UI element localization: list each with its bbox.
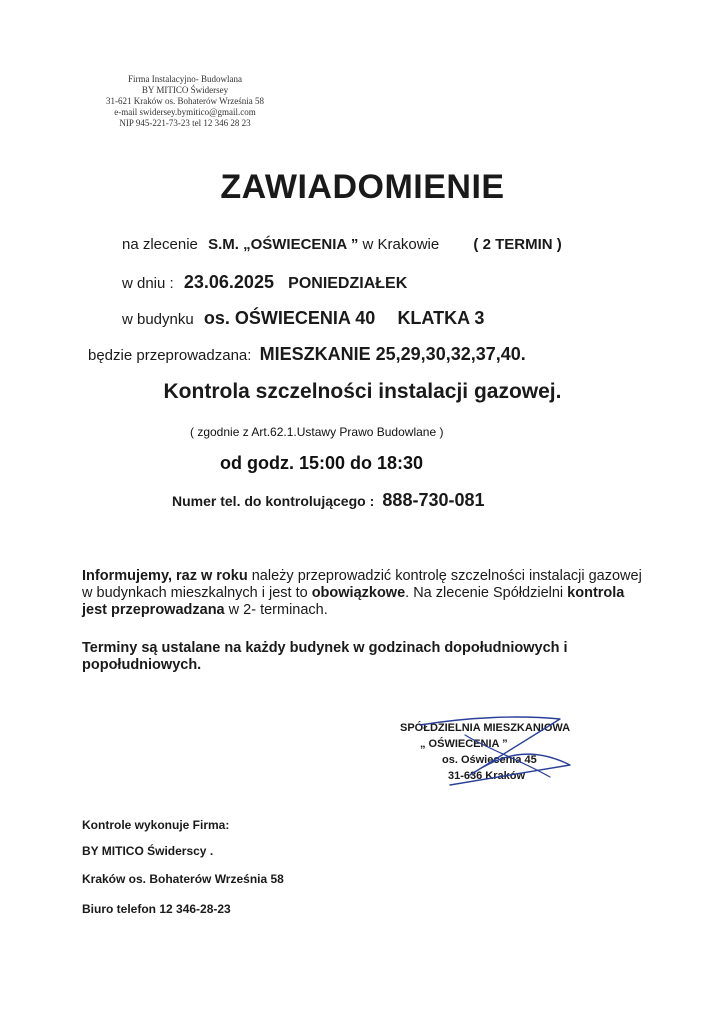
footer-line: Kraków os. Bohaterów Września 58 (82, 872, 284, 886)
apartments-label: będzie przeprowadzana: (88, 347, 252, 364)
info-text: . (323, 602, 328, 618)
building-address: os. OŚWIECENIA 40 (203, 308, 376, 328)
info-emphasis: obowiązkowe (311, 585, 406, 601)
date-day: PONIEDZIAŁEK (288, 275, 408, 292)
phone-line (172, 490, 485, 511)
building-staircase: KLATKA 3 (397, 308, 485, 328)
schedule-paragraph: Terminy są ustalane na każdy budynek w godzinach dopołudniowych i popołudniowych. (82, 640, 568, 673)
order-line (122, 236, 562, 253)
company-header-line: 31-621 Kraków os. Bohaterów Września 58 (106, 96, 264, 106)
order-label: na zlecenie (122, 236, 198, 253)
phone-number: 888-730-081 (382, 490, 485, 510)
phone-label: Numer tel. do kontrolującego : (172, 493, 375, 509)
apartments-value: MIESZKANIE 25,29,30,32,37,40. (259, 344, 526, 364)
building-line (122, 308, 484, 329)
order-city: w Krakowie (362, 236, 440, 253)
info-text: należy przeprowadzić kontrolę szczelności instalacji gazowej w budynkach mieszkalnych i jest to (82, 568, 642, 601)
footer-line: Kontrole wykonuje Firma: (82, 818, 230, 832)
inspection-subject: Kontrola szczelności instalacji gazowej. (163, 380, 562, 403)
footer-line: BY MITICO Świderscy . (82, 844, 214, 858)
inspection-hours: od godz. 15:00 do 18:30 (220, 453, 424, 473)
company-header-line: BY MITICO Świdersey (141, 85, 229, 95)
order-client: S.M. „OŚWIECENIA ” (208, 236, 359, 253)
info-paragraph (82, 568, 642, 619)
company-header-line: Firma Instalacyjno- Budowlana (128, 74, 242, 84)
stamp-line: „ OŚWIECENIA ” (420, 738, 508, 750)
company-header (85, 74, 285, 129)
info-text: w 2- terminach (224, 602, 324, 618)
company-header-line: e-mail swidersey.bymitico@gmail.com (114, 107, 256, 117)
order-term: ( 2 TERMIN ) (473, 236, 562, 253)
company-header-line: NIP 945-221-73-23 tel 12 346 28 23 (119, 118, 251, 128)
document-title: ZAWIADOMIENIE (220, 168, 505, 206)
building-label: w budynku (122, 311, 194, 328)
date-label: w dniu : (122, 275, 174, 292)
stamp-line: 31-636 Kraków (448, 770, 526, 782)
info-emphasis: kontrola jest przeprowadzana (82, 585, 625, 618)
signature (410, 705, 580, 795)
legal-basis: ( zgodnie z Art.62.1.Ustawy Prawo Budowlane ) (190, 425, 444, 439)
apartments-line (88, 344, 526, 365)
date-line (122, 272, 407, 293)
info-text: . Na zlecenie Spółdzielni (405, 585, 568, 601)
date-value: 23.06.2025 (183, 272, 274, 292)
info-emphasis: Informujemy, raz w roku (82, 568, 248, 584)
footer-line: Biuro telefon 12 346-28-23 (82, 902, 231, 916)
stamp-line: SPÓŁDZIELNIA MIESZKANIOWA (400, 722, 571, 734)
stamp-line: os. Oświecenia 45 (442, 754, 537, 766)
